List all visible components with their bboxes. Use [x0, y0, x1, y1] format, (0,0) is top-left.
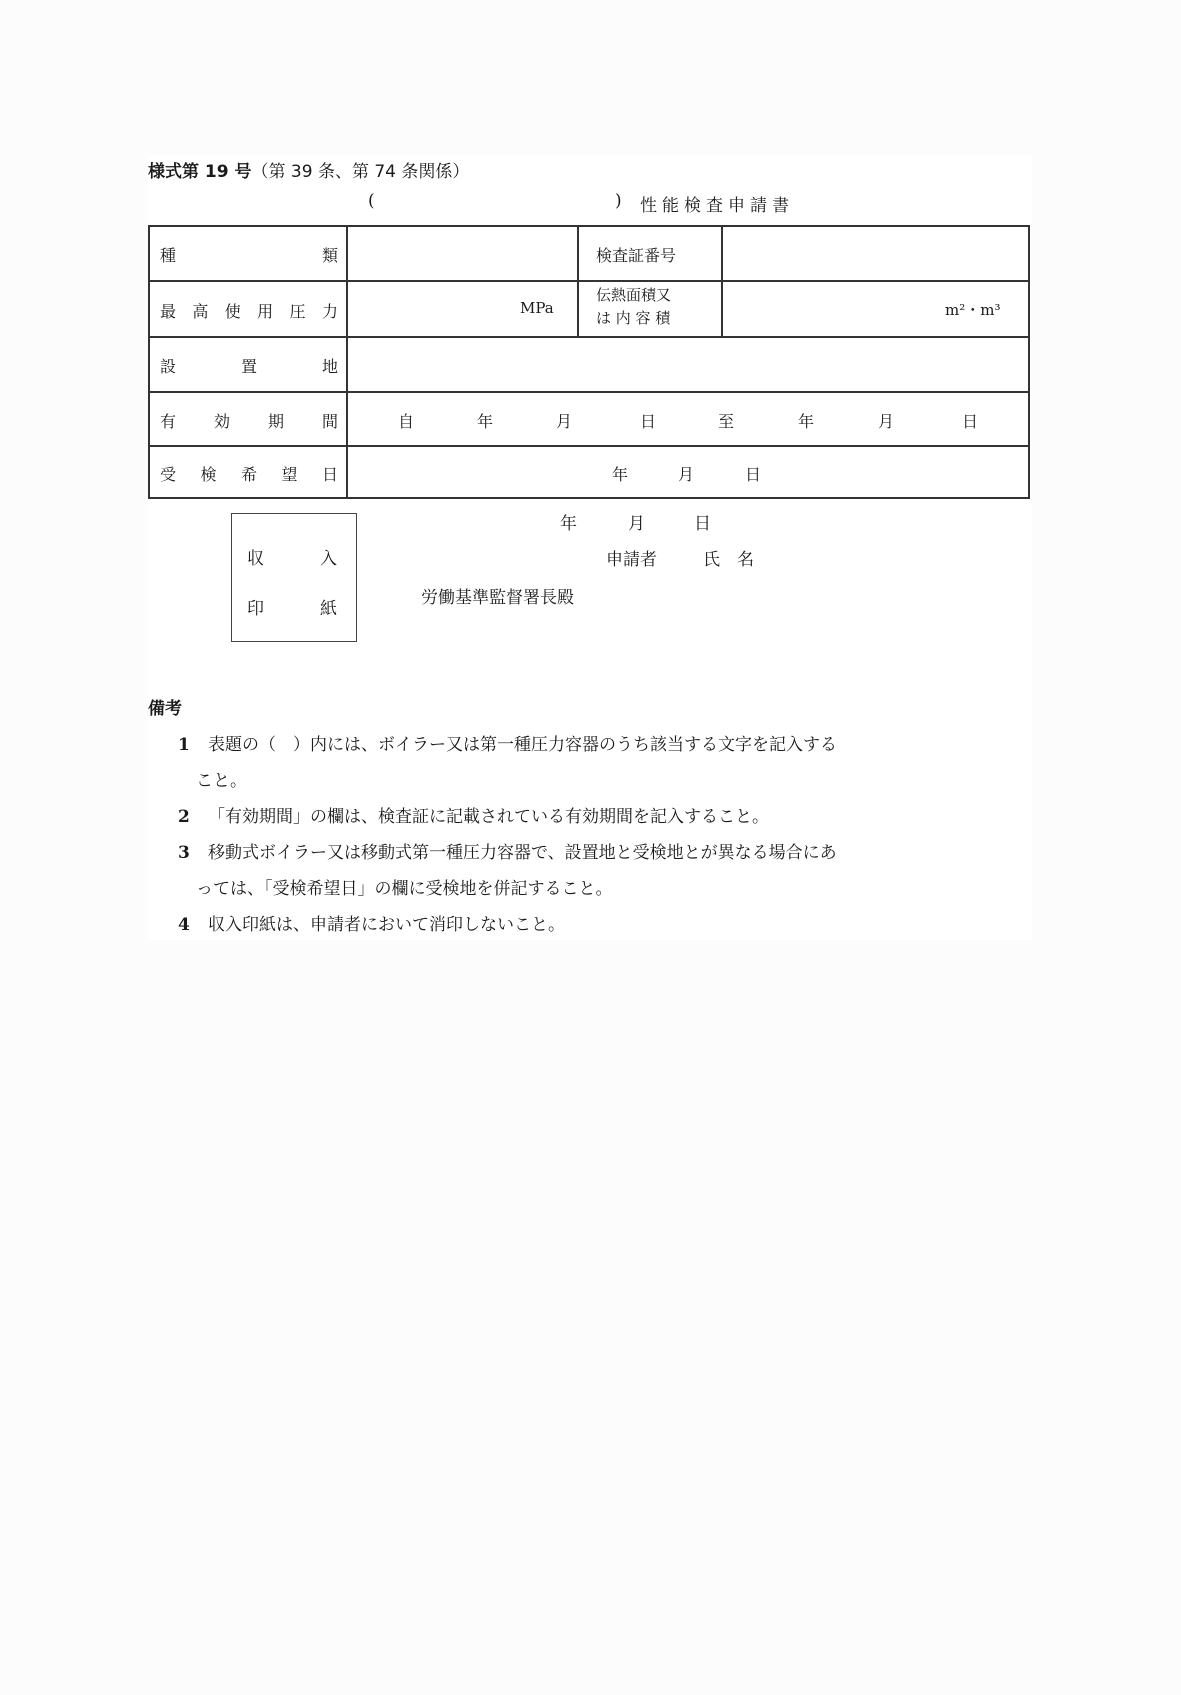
note-item-3-continued: っては、「受検希望日」の欄に受検地を併記すること。 — [196, 879, 613, 899]
note-number: 3 — [178, 843, 190, 863]
pressure-unit: MPa — [520, 299, 554, 317]
title-close-paren: ) — [615, 191, 622, 211]
revenue-stamp-box — [231, 513, 357, 642]
notes-heading: 備考 — [148, 699, 182, 719]
note-item-4 — [178, 910, 565, 935]
note-number: 4 — [178, 915, 190, 935]
desired-date-year: 年 — [612, 465, 629, 484]
period-year-1: 年 — [477, 412, 494, 431]
form-number-label: 様式第 19 号 — [148, 162, 252, 182]
desired-date-month: 月 — [678, 465, 695, 484]
label-max-pressure: 最 高 使 用 圧 力 — [160, 302, 338, 321]
sub-column-divider — [577, 227, 579, 336]
form-number — [148, 157, 469, 182]
note-text: 表題の（ ）内には、ボイラー又は第一種圧力容器のうち該当する文字を記入する — [208, 735, 837, 755]
period-year-2: 年 — [798, 412, 815, 431]
period-day-1: 日 — [640, 412, 657, 431]
label-heat-area-line2: は 内 容 積 — [596, 309, 671, 327]
application-table — [148, 225, 1030, 499]
page-title: 性能検査申請書 — [640, 196, 794, 216]
note-item-1-continued: こと。 — [196, 771, 247, 791]
stamp-char: 紙 — [320, 599, 337, 619]
name-label-1: 氏 — [703, 550, 720, 570]
application-date-month: 月 — [628, 514, 645, 534]
period-to: 至 — [718, 412, 735, 431]
addressee: 労働基準監督署長殿 — [421, 588, 574, 608]
form-relation: （第 39 条、第 74 条関係） — [251, 162, 470, 182]
valid-period-field[interactable] — [348, 393, 1028, 445]
title-open-paren: ( — [368, 191, 375, 211]
area-volume-unit: m²・m³ — [945, 301, 1001, 319]
period-month-2: 月 — [878, 412, 895, 431]
label-valid-period: 有 効 期 間 — [160, 412, 338, 431]
label-heat-area-line1: 伝熱面積又 — [596, 286, 672, 304]
stamp-char: 入 — [320, 549, 337, 569]
note-item-1 — [178, 730, 837, 755]
label-installation-site: 設 置 地 — [160, 357, 338, 376]
stamp-char: 印 — [247, 599, 264, 619]
certificate-number-field[interactable] — [723, 227, 1028, 280]
label-certificate-number: 検査証番号 — [596, 246, 677, 265]
applicant-label: 申請者 — [606, 550, 657, 570]
period-from: 自 — [398, 412, 415, 431]
desired-date-day: 日 — [745, 465, 762, 484]
application-date-year: 年 — [560, 514, 577, 534]
period-day-2: 日 — [962, 412, 979, 431]
note-number: 2 — [178, 807, 190, 827]
note-number: 1 — [178, 735, 190, 755]
label-desired-inspection-date: 受 検 希 望 日 — [160, 465, 338, 484]
stamp-char: 収 — [247, 549, 264, 569]
installation-site-field[interactable] — [348, 338, 1028, 391]
type-field[interactable] — [348, 227, 577, 280]
label-type: 種 類 — [160, 246, 338, 265]
note-item-3 — [178, 838, 837, 863]
name-label-2: 名 — [737, 550, 754, 570]
note-text: 「有効期間」の欄は、検査証に記載されている有効期間を記入すること。 — [208, 807, 769, 827]
period-month-1: 月 — [556, 412, 573, 431]
note-item-2 — [178, 802, 769, 827]
note-text: 収入印紙は、申請者において消印しないこと。 — [208, 915, 565, 935]
application-date-day: 日 — [694, 514, 711, 534]
note-text: 移動式ボイラー又は移動式第一種圧力容器で、設置地と受検地とが異なる場合にあ — [208, 843, 837, 863]
